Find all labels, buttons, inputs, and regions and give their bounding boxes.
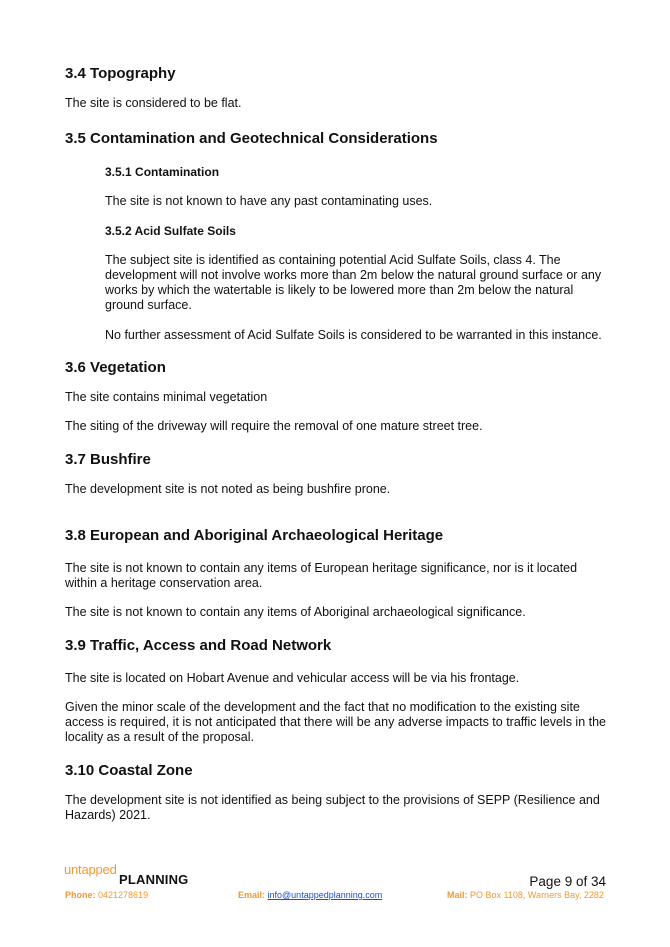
heritage-text-1: The site is not known to contain any items of European heritage significance, nor is it located within a heritage conservation area. [65,561,578,590]
page-number: Page 9 of 34 [529,874,606,889]
logo-planning-text: PLANNING [119,872,189,887]
bushfire-text: The development site is not noted as being bushfire prone. [65,482,391,496]
vegetation-text-2: The siting of the driveway will require the removal of one mature street tree. [65,419,483,433]
heading-contamination: 3.5 Contamination and Geotechnical Considerations [65,130,438,147]
mail-value: PO Box 1108, Warners Bay, 2282 [470,890,604,900]
heading-heritage: 3.8 European and Aboriginal Archaeological Heritage [65,527,444,544]
heading-traffic: 3.9 Traffic, Access and Road Network [65,637,332,654]
footer-mail [447,890,604,900]
topography-text: The site is considered to be flat. [65,96,242,110]
acid-sulfate-text-2: No further assessment of Acid Sulfate Soils is considered to be warranted in this instance. [105,328,602,342]
subheading-acid-sulfate-soils: 3.5.2 Acid Sulfate Soils [105,224,236,238]
subheading-contamination: 3.5.1 Contamination [105,165,220,179]
footer-email [238,890,382,900]
coastal-zone-text: The development site is not identified as being subject to the provisions of SEPP (Resilience and Hazards) 2021. [65,793,600,822]
heading-topography: 3.4 Topography [65,65,176,82]
phone-value: 0421278619 [98,890,149,900]
vegetation-text-1: The site contains minimal vegetation [65,390,268,404]
mail-label: Mail: [447,890,468,900]
heritage-text-2: The site is not known to contain any items of Aboriginal archaeological significance. [65,605,526,619]
acid-sulfate-text-1: The subject site is identified as containing potential Acid Sulfate Soils, class 4. The development will not involve works more than 2m below the natural ground surface or any works by which the watertable is likely to be lowered more than 2m below the natural ground surface. [105,253,602,312]
heading-vegetation: 3.6 Vegetation [65,359,166,376]
heading-coastal-zone: 3.10 Coastal Zone [65,762,193,779]
traffic-text-2: Given the minor scale of the development and the fact that no modification to the existing site access is required, it is not anticipated that there will be any adverse impacts to traffic levels in the locality as a result of the proposal. [65,700,607,744]
contamination-text: The site is not known to have any past contaminating uses. [105,194,433,208]
email-label: Email: [238,890,266,900]
heading-bushfire: 3.7 Bushfire [65,451,151,468]
traffic-text-1: The site is located on Hobart Avenue and vehicular access will be via his frontage. [65,671,520,685]
company-logo [64,862,189,888]
footer-phone [65,890,148,900]
email-link[interactable]: info@untappedplanning.com [267,890,383,900]
logo-untapped-text: untapped [64,862,117,877]
phone-label: Phone: [65,890,96,900]
